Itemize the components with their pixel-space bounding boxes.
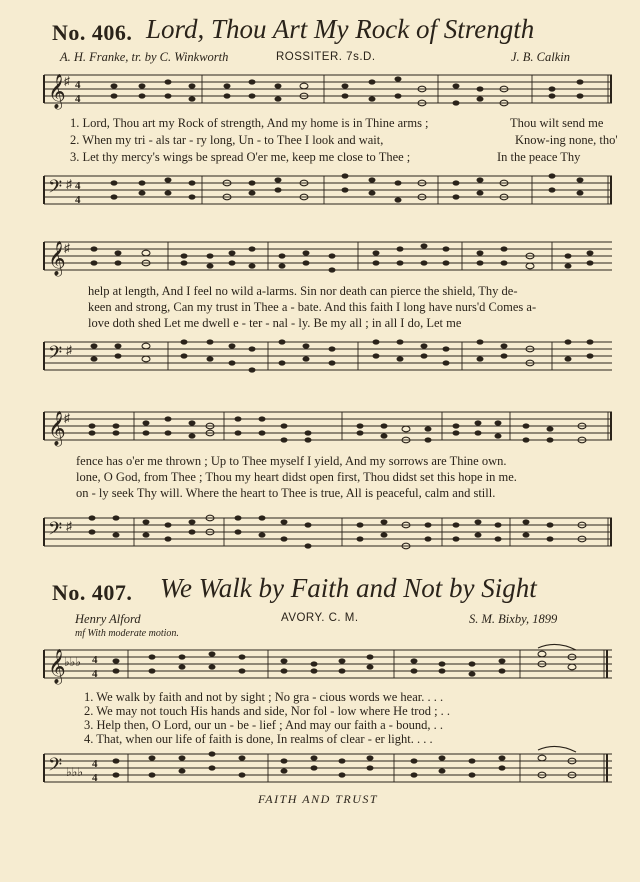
music-staff-406-2-bass <box>42 332 614 382</box>
svg-text:♯: ♯ <box>66 343 72 357</box>
svg-text:𝄞: 𝄞 <box>48 411 66 446</box>
svg-text:♭♭♭: ♭♭♭ <box>64 655 81 669</box>
svg-text:♯: ♯ <box>64 74 70 88</box>
hymn-407-number: No. 407. <box>52 580 133 605</box>
hymn-407-title: We Walk by Faith and Not by Sight <box>160 573 537 603</box>
svg-text:♯: ♯ <box>64 411 70 425</box>
lyric-406-1-line-2-end: Know-ing none, tho' <box>515 133 618 147</box>
hymn-406-title: Lord, Thou Art My Rock of Strength <box>146 14 535 44</box>
music-staff-406-1-treble <box>42 65 614 115</box>
svg-text:𝄢: 𝄢 <box>48 177 63 202</box>
hymn-406-author: A. H. Franke, tr. by C. Winkworth <box>60 50 229 64</box>
lyric-406-1-line-1: 1. Lord, Thou art my Rock of strength, And my home is in Thine arms ; <box>70 116 429 130</box>
svg-text:♯: ♯ <box>66 519 72 533</box>
lyric-407-line-2: 2. We may not touch His hands and side, Nor fol - low where He trod ; . . <box>84 704 451 718</box>
svg-text:♯: ♯ <box>66 177 72 191</box>
hymn-407-composer: S. M. Bixby, 1899 <box>469 612 558 626</box>
svg-text:4: 4 <box>75 79 81 91</box>
lyric-406-1-line-3: 3. Let thy mercy's wings be spread O'er me, keep me close to Thee ; <box>70 150 411 164</box>
music-staff-406-3-treble <box>42 402 614 452</box>
svg-text:𝄞: 𝄞 <box>48 241 66 276</box>
svg-text:4: 4 <box>92 668 98 680</box>
svg-text:4: 4 <box>92 758 98 770</box>
page-footer: FAITH AND TRUST <box>258 792 379 806</box>
lyric-406-1-line-2: 2. When my tri - als tar - ry long, Un - to Thee I look and wait, <box>70 133 384 147</box>
lyric-406-3-line-1: fence has o'er me thrown ; Up to Thee myself I yield, And my sorrows are Thine own. <box>76 454 507 468</box>
hymn-407-tempo: mf With moderate motion. <box>75 628 179 639</box>
music-staff-407-treble <box>42 640 614 690</box>
hymn-407-year: 1899 <box>532 612 558 626</box>
music-staff-406-3-bass <box>42 508 614 558</box>
hymn-406-tune: ROSSITER. 7s.D. <box>276 51 376 63</box>
svg-text:𝄢: 𝄢 <box>48 343 63 368</box>
svg-text:𝄞: 𝄞 <box>48 74 66 109</box>
svg-text:4: 4 <box>75 93 81 105</box>
svg-text:𝄞: 𝄞 <box>48 649 66 684</box>
svg-text:4: 4 <box>75 180 81 192</box>
lyric-406-2-line-2: keen and strong, Can my trust in Thee a - bate. And this faith I long have nurs'd Comes a- <box>88 300 537 314</box>
lyric-406-1-line-1-end: Thou wilt send me <box>510 116 604 130</box>
lyric-406-1-line-3-end: In the peace Thy <box>497 150 581 164</box>
svg-text:4: 4 <box>92 654 98 666</box>
lyric-407-line-3: 3. Help then, O Lord, our un - be - lief ; And may our faith a - bound, . . <box>84 718 443 732</box>
lyric-406-3-line-2: lone, O God, from Thee ; Thou my heart didst open first, Thou didst set this hope in me. <box>76 470 517 484</box>
svg-text:♯: ♯ <box>64 241 70 255</box>
svg-text:𝄢: 𝄢 <box>48 755 63 780</box>
hymn-406-number: No. 406. <box>52 20 133 45</box>
lyric-406-2-line-3: love doth shed Let me dwell e - ter - nal - ly. Be my all ; in all I do, Let me <box>88 316 462 330</box>
svg-text:♭♭♭: ♭♭♭ <box>66 765 83 779</box>
svg-text:4: 4 <box>92 772 98 784</box>
hymn-407-composer-name: S. M. Bixby <box>469 612 526 626</box>
lyric-406-2-line-1: help at length, And I feel no wild a-larms. Sin nor death can pierce the shield, Thy de- <box>88 284 518 298</box>
hymn-406-composer: J. B. Calkin <box>511 50 571 64</box>
svg-text:𝄢: 𝄢 <box>48 519 63 544</box>
svg-text:4: 4 <box>75 194 81 206</box>
lyric-407-line-4: 4. That, when our life of faith is done, In realms of clear - er light. . . . <box>84 732 433 746</box>
music-staff-406-2-treble <box>42 232 614 282</box>
music-staff-407-bass <box>42 744 614 794</box>
lyric-406-3-line-3: on - ly seek Thy will. Where the heart to Thee is true, All is peaceful, calm and still. <box>76 486 496 500</box>
hymn-407-author: Henry Alford <box>75 612 141 626</box>
lyric-407-line-1: 1. We walk by faith and not by sight ; No gra - cious words we hear. . . . <box>84 690 444 704</box>
music-staff-406-1-bass <box>42 166 614 216</box>
hymn-407-tune: AVORY. C. M. <box>281 612 359 624</box>
